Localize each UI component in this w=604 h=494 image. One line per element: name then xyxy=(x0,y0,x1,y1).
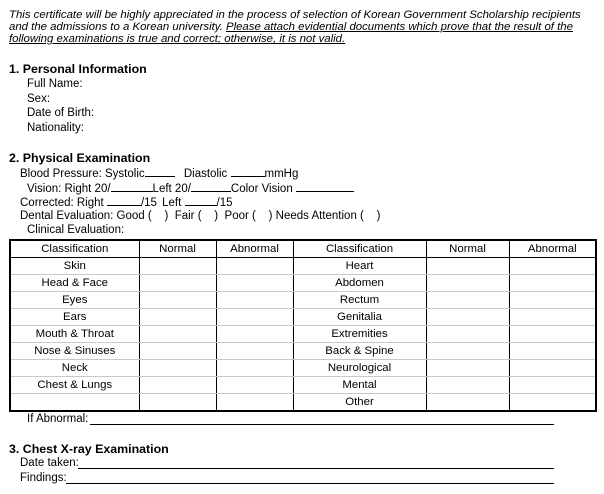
normal-cell[interactable] xyxy=(426,377,509,394)
table-row xyxy=(10,360,596,377)
classification-right: Extremities xyxy=(293,326,426,343)
abnormal-cell[interactable] xyxy=(509,309,596,326)
classification-left xyxy=(10,394,139,412)
clinical-evaluation-table xyxy=(9,239,597,412)
normal-cell[interactable] xyxy=(426,275,509,292)
blood-pressure-row xyxy=(20,166,298,180)
intro-underlined-text: Please attach evidential documents which prove that the result of the following examinations is true and correct; otherwise, it is not valid. xyxy=(9,21,573,45)
abnormal-cell[interactable] xyxy=(216,292,293,309)
normal-cell[interactable] xyxy=(426,309,509,326)
section-physical-examination-title: 2. Physical Examination xyxy=(9,151,151,165)
normal-cell[interactable] xyxy=(426,343,509,360)
classification-right: Abdomen xyxy=(293,275,426,292)
classification-right: Heart xyxy=(293,258,426,275)
corrected-left-label: Left xyxy=(162,197,182,209)
table-row xyxy=(10,377,596,394)
corrected-left-blank[interactable] xyxy=(185,195,217,206)
intro-text: This certificate will be highly appreciated in the process of selection of Korean Government Scholarship recipients and the admissions to a Korean university. xyxy=(9,9,581,33)
abnormal-cell[interactable] xyxy=(509,326,596,343)
header-classification-right: Classification xyxy=(293,240,426,258)
table-row xyxy=(10,394,596,412)
classification-left: Head & Face xyxy=(10,275,139,292)
vision-left-blank[interactable] xyxy=(191,181,231,192)
classification-right: Genitalia xyxy=(293,309,426,326)
classification-left: Mouth & Throat xyxy=(10,326,139,343)
date-taken-label: Date taken: xyxy=(20,457,79,469)
table-row xyxy=(10,292,596,309)
field-date-of-birth: Date of Birth: xyxy=(27,107,95,119)
abnormal-cell[interactable] xyxy=(216,275,293,292)
table-header-row xyxy=(10,240,596,258)
vision-left-label: Left 20/ xyxy=(152,183,191,195)
normal-cell[interactable] xyxy=(426,258,509,275)
classification-left: Neck xyxy=(10,360,139,377)
header-normal-left: Normal xyxy=(139,240,216,258)
diastolic-blank[interactable] xyxy=(231,166,265,177)
section-personal-information-title: 1. Personal Information xyxy=(9,62,147,76)
field-nationality: Nationality: xyxy=(27,122,84,134)
diastolic-label: Diastolic xyxy=(183,168,228,180)
intro-paragraph xyxy=(9,9,599,45)
classification-left: Eyes xyxy=(10,292,139,309)
corrected-vision-row xyxy=(20,195,233,209)
normal-cell[interactable] xyxy=(139,377,216,394)
normal-cell[interactable] xyxy=(426,394,509,412)
findings-blank[interactable] xyxy=(66,483,554,484)
classification-right: Back & Spine xyxy=(293,343,426,360)
if-abnormal-blank[interactable] xyxy=(90,424,554,425)
abnormal-cell[interactable] xyxy=(216,377,293,394)
abnormal-cell[interactable] xyxy=(216,360,293,377)
normal-cell[interactable] xyxy=(426,360,509,377)
color-vision-blank[interactable] xyxy=(296,181,354,192)
if-abnormal-label: If Abnormal: xyxy=(27,413,89,425)
table-row xyxy=(10,326,596,343)
abnormal-cell[interactable] xyxy=(216,309,293,326)
table-row xyxy=(10,275,596,292)
dental-evaluation-row: Dental Evaluation: Good ( ) Fair ( ) Poor ( ) Needs Attention ( ) xyxy=(20,210,381,222)
abnormal-cell[interactable] xyxy=(509,258,596,275)
header-classification-left: Classification xyxy=(10,240,139,258)
blood-pressure-label: Blood Pressure: Systolic xyxy=(20,168,145,180)
corrected-right-suffix: /15 xyxy=(140,197,157,209)
classification-left: Skin xyxy=(10,258,139,275)
table-row xyxy=(10,343,596,360)
abnormal-cell[interactable] xyxy=(216,394,293,412)
classification-right: Other xyxy=(293,394,426,412)
abnormal-cell[interactable] xyxy=(216,326,293,343)
normal-cell[interactable] xyxy=(139,258,216,275)
abnormal-cell[interactable] xyxy=(509,377,596,394)
abnormal-cell[interactable] xyxy=(509,360,596,377)
section-chest-xray-title: 3. Chest X-ray Examination xyxy=(9,442,169,456)
table-row xyxy=(10,258,596,275)
normal-cell[interactable] xyxy=(426,326,509,343)
classification-left: Ears xyxy=(10,309,139,326)
classification-left: Nose & Sinuses xyxy=(10,343,139,360)
corrected-right-label: Corrected: Right xyxy=(20,197,104,209)
normal-cell[interactable] xyxy=(139,326,216,343)
table-row xyxy=(10,309,596,326)
corrected-left-suffix: /15 xyxy=(216,197,233,209)
date-taken-blank[interactable] xyxy=(78,468,554,469)
abnormal-cell[interactable] xyxy=(509,394,596,412)
normal-cell[interactable] xyxy=(139,394,216,412)
abnormal-cell[interactable] xyxy=(509,343,596,360)
normal-cell[interactable] xyxy=(426,292,509,309)
abnormal-cell[interactable] xyxy=(509,275,596,292)
color-vision-label: Color Vision xyxy=(230,183,293,195)
classification-right: Neurological xyxy=(293,360,426,377)
normal-cell[interactable] xyxy=(139,309,216,326)
findings-label: Findings: xyxy=(20,472,67,484)
header-abnormal-left: Abnormal xyxy=(216,240,293,258)
header-abnormal-right: Abnormal xyxy=(509,240,596,258)
vision-row xyxy=(27,181,354,195)
vision-right-blank[interactable] xyxy=(111,181,153,192)
field-sex: Sex: xyxy=(27,93,51,105)
abnormal-cell[interactable] xyxy=(509,292,596,309)
header-normal-right: Normal xyxy=(426,240,509,258)
mmhg-label: mmHg xyxy=(264,168,299,180)
vision-right-label: Vision: Right 20/ xyxy=(27,183,111,195)
clinical-evaluation-label: Clinical Evaluation: xyxy=(27,224,125,236)
normal-cell[interactable] xyxy=(139,275,216,292)
classification-left: Chest & Lungs xyxy=(10,377,139,394)
normal-cell[interactable] xyxy=(139,360,216,377)
field-full-name: Full Name: xyxy=(27,78,83,90)
systolic-blank[interactable] xyxy=(145,166,175,177)
classification-right: Mental xyxy=(293,377,426,394)
classification-right: Rectum xyxy=(293,292,426,309)
abnormal-cell[interactable] xyxy=(216,343,293,360)
abnormal-cell[interactable] xyxy=(216,258,293,275)
normal-cell[interactable] xyxy=(139,343,216,360)
normal-cell[interactable] xyxy=(139,292,216,309)
corrected-right-blank[interactable] xyxy=(107,195,141,206)
